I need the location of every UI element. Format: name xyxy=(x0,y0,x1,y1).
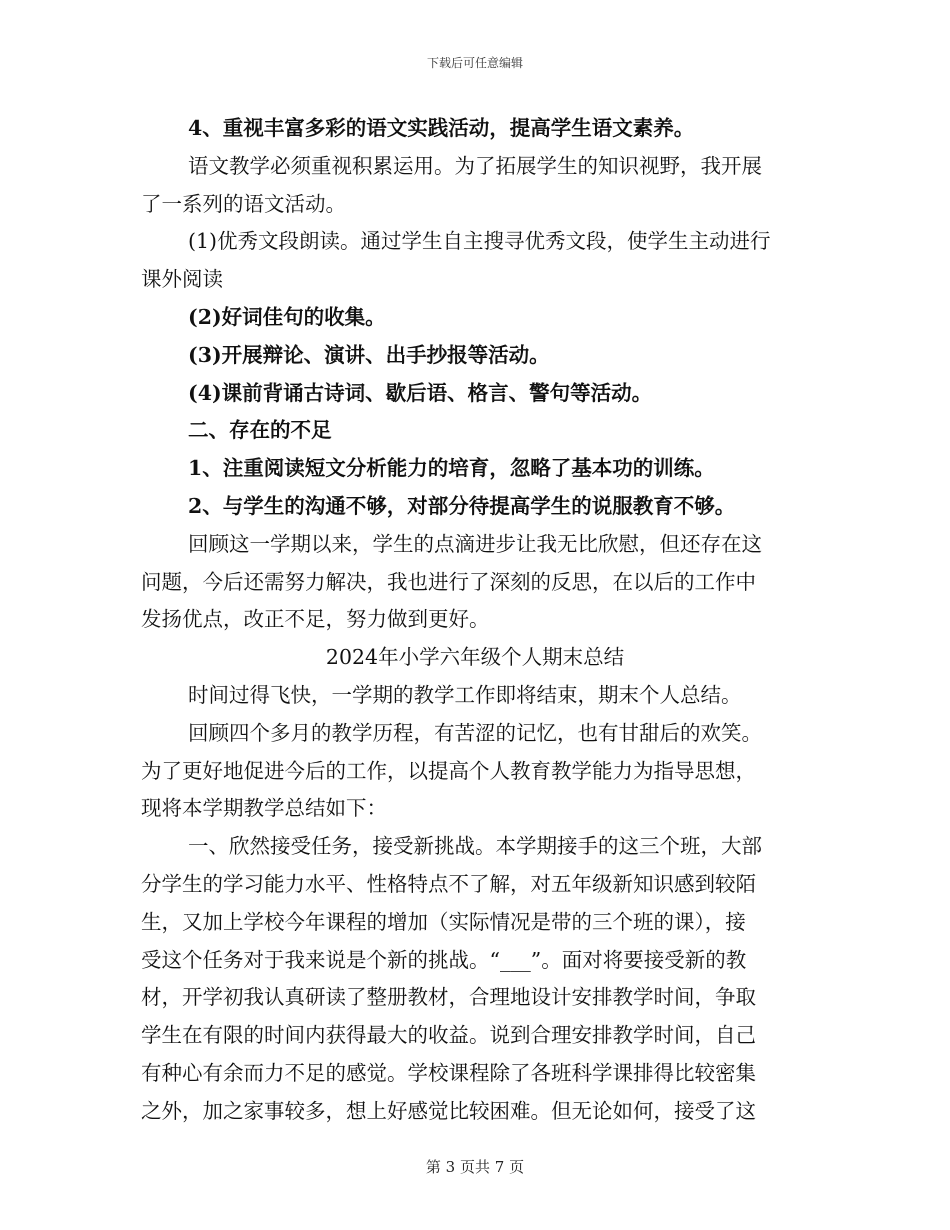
text-line: 时间过得飞快，一学期的教学工作即将结束，期末个人总结。 xyxy=(188,682,742,707)
text-line: 问题，今后还需努力解决，我也进行了深刻的反思，在以后的工作中 xyxy=(141,569,756,594)
text-line: (3)开展辩论、演讲、出手抄报等活动。 xyxy=(188,342,550,367)
text-line: 了一系列的语文活动。 xyxy=(141,191,346,216)
section-title: 2024年小学六年级个人期末总结 xyxy=(325,645,625,670)
text-line: (1)优秀文段朗读。通过学生自主搜寻优秀文段，使学生主动进行 xyxy=(188,229,771,254)
text-line: 材，开学初我认真研读了整册教材，合理地设计安排教学时间，争取 xyxy=(141,985,756,1010)
text-line: 之外，加之家事较多，想上好感觉比较困难。但无论如何，接受了这 xyxy=(141,1098,756,1123)
text-line: 分学生的学习能力水平、性格特点不了解，对五年级新知识感到较陌 xyxy=(141,871,756,896)
text-line: 生，又加上学校今年课程的增加（实际情况是带的三个班的课），接 xyxy=(141,909,746,934)
text-line: (4)课前背诵古诗词、歇后语、格言、警句等活动。 xyxy=(188,380,653,405)
text-line: 二、存在的不足 xyxy=(188,418,332,443)
text-line: 受这个任务对于我来说是个新的挑战。“___”。面对将要接受新的教 xyxy=(141,947,747,972)
text-line: 有种心有余而力不足的感觉。学校课程除了各班科学课排得比较密集 xyxy=(141,1060,756,1085)
text-line: 发扬优点，改正不足，努力做到更好。 xyxy=(141,607,490,632)
text-line: 学生在有限的时间内获得最大的收益。说到合理安排教学时间，自己 xyxy=(141,1023,756,1048)
text-line: 1、注重阅读短文分析能力的培育，忽略了基本功的训练。 xyxy=(188,456,715,481)
text-line: 2、与学生的沟通不够，对部分待提高学生的说服教育不够。 xyxy=(188,493,736,518)
text-line: 一、欣然接受任务，接受新挑战。本学期接手的这三个班，大部 xyxy=(188,834,762,859)
page-header: 下载后可任意编辑 xyxy=(426,56,523,70)
text-line: 语文教学必须重视积累运用。为了拓展学生的知识视野，我开展 xyxy=(188,153,762,178)
text-line: 现将本学期教学总结如下： xyxy=(141,796,387,821)
text-line: (2)好词佳句的收集。 xyxy=(188,304,386,329)
document-body xyxy=(141,110,809,1131)
page-footer: 第 3 页共 7 页 xyxy=(425,1158,525,1176)
text-line: 回顾四个多月的教学历程，有苦涩的记忆，也有甘甜后的欢笑。 xyxy=(188,720,762,745)
text-line: 课外阅读 xyxy=(141,267,223,292)
text-line: 4、重视丰富多彩的语文实践活动，提高学生语文素养。 xyxy=(188,116,695,140)
text-line: 回顾这一学期以来，学生的点滴进步让我无比欣慰，但还存在这 xyxy=(188,531,762,556)
text-line: 为了更好地促进今后的工作，以提高个人教育教学能力为指导思想， xyxy=(141,758,756,783)
